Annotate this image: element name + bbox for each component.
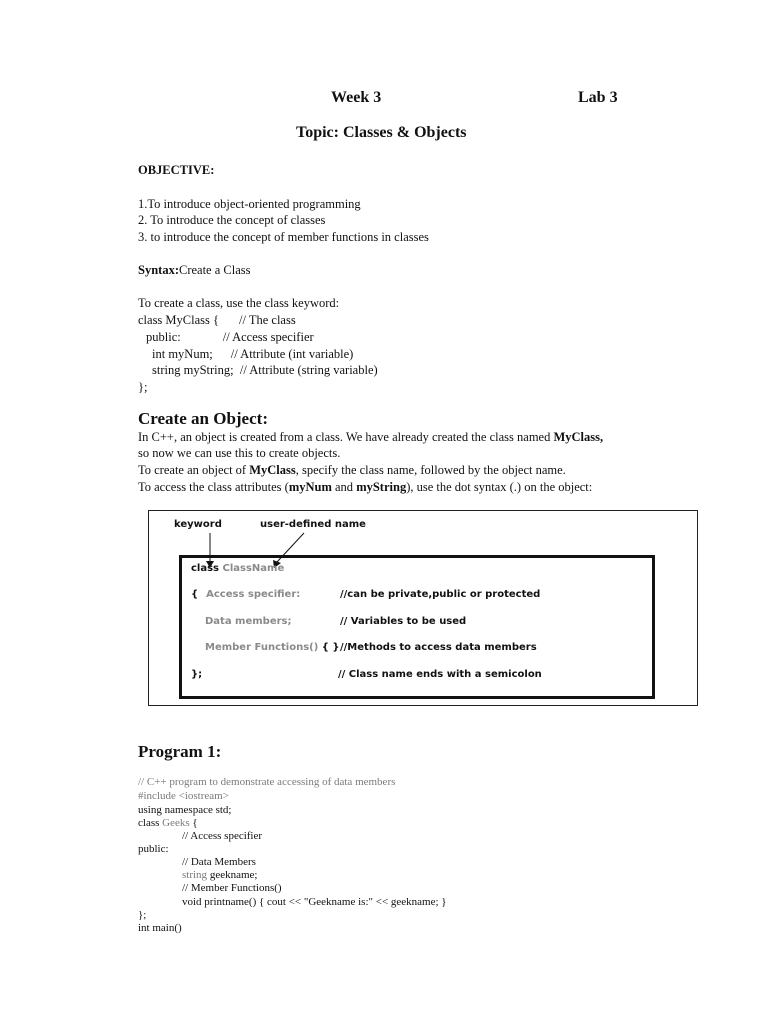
diagram-comment-4: //Methods to access data members xyxy=(340,642,537,653)
program-line-10: void printname() { cout << "Geekname is:" << geekname; } xyxy=(182,896,447,908)
program-line-4: class Geeks { xyxy=(138,817,198,829)
lab-label: Lab 3 xyxy=(578,89,618,106)
syntax-text: Create a Class xyxy=(178,263,251,277)
program-line-3: using namespace std; xyxy=(138,804,232,816)
program1-heading: Program 1: xyxy=(138,742,222,761)
diagram-line-3: Data members; xyxy=(205,616,292,627)
program-line-1: // C++ program to demonstrate accessing of data members xyxy=(138,776,396,788)
program-line-8: string geekname; xyxy=(182,869,258,881)
create-object-p4: To access the class attributes (myNum and myString), use the dot syntax (.) on the object: xyxy=(138,480,593,494)
keyword-label: keyword xyxy=(174,519,222,530)
syntax-intro: To create a class, use the class keyword: xyxy=(138,296,340,310)
diagram-line-1: class ClassName xyxy=(191,563,285,574)
syntax-line xyxy=(138,262,251,279)
diagram-line-4: Member Functions() { } xyxy=(205,642,340,653)
program-line-5: // Access specifier xyxy=(182,830,263,842)
syntax-label: Syntax: xyxy=(138,263,179,277)
code-line-5: }; xyxy=(138,380,148,394)
diagram-comment-5: // Class name ends with a semicolon xyxy=(338,669,542,680)
create-object-heading: Create an Object: xyxy=(138,409,268,428)
program-line-12: int main() xyxy=(138,922,182,934)
topic-title: Topic: Classes & Objects xyxy=(296,124,467,141)
diagram-comment-3: // Variables to be used xyxy=(340,616,467,627)
class-syntax-diagram xyxy=(148,510,698,706)
objective-item-1: 1.To introduce object-oriented programming xyxy=(138,197,361,211)
code-line-1: class MyClass { // The class xyxy=(138,313,296,327)
code-line-2: public: // Access specifier xyxy=(146,330,314,344)
program-line-11: }; xyxy=(138,909,147,921)
objective-item-3: 3. to introduce the concept of member functions in classes xyxy=(138,230,429,244)
week-label: Week 3 xyxy=(331,89,382,106)
program-line-7: // Data Members xyxy=(182,856,256,868)
user-defined-name-label: user-defined name xyxy=(260,519,366,530)
create-object-p2: so now we can use this to create objects. xyxy=(138,446,341,460)
diagram-line-2: { Access specifier: xyxy=(191,589,301,600)
create-object-p3: To create an object of MyClass, specify the class name, followed by the object name. xyxy=(138,463,566,477)
objective-title: OBJECTIVE: xyxy=(138,163,215,177)
program-line-9: // Member Functions() xyxy=(182,882,282,894)
code-line-3: int myNum; // Attribute (int variable) xyxy=(152,347,354,361)
program-line-2: #include <iostream> xyxy=(138,790,229,802)
diagram-line-5: }; xyxy=(191,669,203,680)
create-object-p1: In C++, an object is created from a class. We have already created the class named MyClass, xyxy=(138,430,604,444)
class-template-box xyxy=(179,555,655,699)
program-line-6: public: xyxy=(138,843,169,855)
code-line-4: string myString; // Attribute (string variable) xyxy=(152,363,378,377)
objective-item-2: 2. To introduce the concept of classes xyxy=(138,213,326,227)
diagram-comment-2: //can be private,public or protected xyxy=(340,589,541,600)
